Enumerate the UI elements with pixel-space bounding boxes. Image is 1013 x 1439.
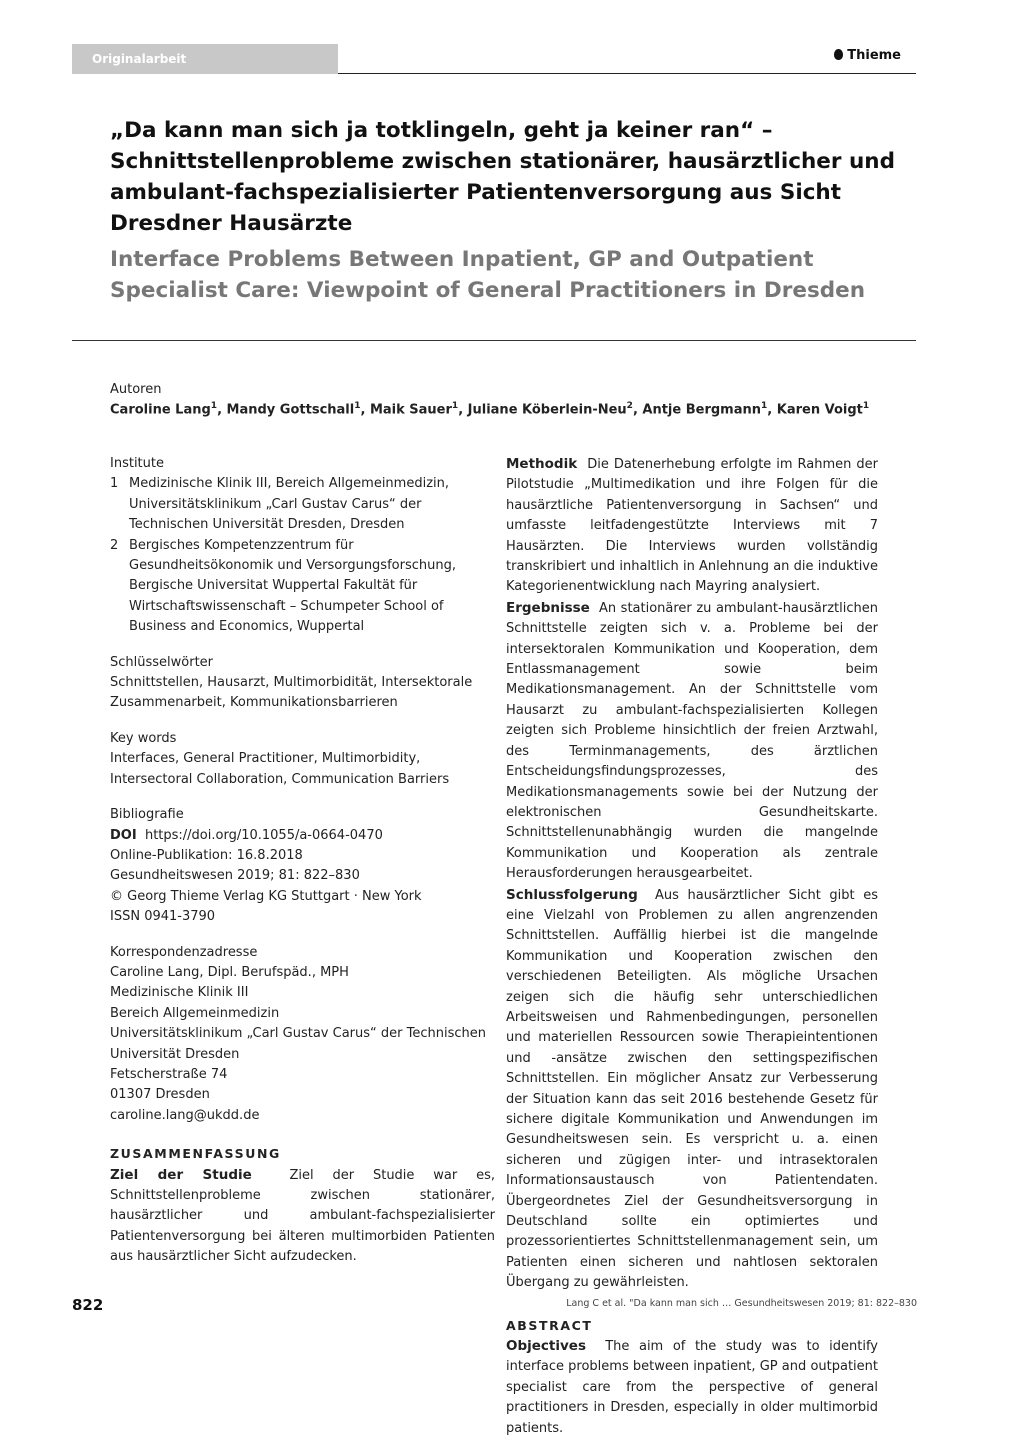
keywords-en-block	[110, 729, 495, 790]
authors-label: Autoren	[110, 382, 162, 397]
methodik-paragraph	[506, 454, 878, 598]
ergebnisse-text: An stationärer zu ambulant-hausärztlichen Schnittstelle zeigten sich v. a. Probleme bei der intersektoralen Kommunikation und Kooperation, dem Entlassmanagement sowie beim Medikationsmanagement. An der Schnittstelle vom Hausarzt zu ambulant-fachspezialisierten Kollegen zeigten sich Probleme hinsichtlich der freien Arztwahl, des Terminmanagements, des ärztlichen Entscheidungsfindungsprozesses, des Medikationsmanagements sowie bei der Nutzung der elektronischen Gesundheitskarte. Schnittstellenunabhängig wurden die mangelnde Kommunikation und Kooperation als zentrale Herausforderungen herausgearbeitet.	[506, 600, 878, 882]
ziel-label: Ziel der Studie	[110, 1166, 252, 1183]
zusammenfassung-section	[110, 1144, 495, 1267]
publisher-name: Thieme	[847, 48, 901, 63]
author-name: Karen Voigt	[776, 402, 863, 418]
ziel-paragraph	[110, 1165, 495, 1268]
correspondence-label: Korrespondenzadresse	[110, 944, 258, 960]
institute-item	[110, 536, 495, 638]
institute-number: 1	[110, 476, 119, 492]
keywords-de-block	[110, 653, 495, 714]
publisher-logo	[834, 48, 901, 63]
correspondence-email[interactable]: caroline.lang@ukdd.de	[110, 1107, 260, 1123]
author-name: Caroline Lang	[110, 402, 211, 418]
institute-item	[110, 474, 495, 535]
ergebnisse-label: Ergebnisse	[506, 599, 590, 616]
correspondence-line: Universitätsklinikum „Carl Gustav Carus“ der Technischen Universität Dresden	[110, 1026, 486, 1062]
zusammenfassung-heading: ZUSAMMENFASSUNG	[110, 1146, 281, 1162]
author-name: Mandy Gottschall	[226, 402, 355, 418]
abstract-section	[506, 1316, 878, 1439]
correspondence-block	[110, 943, 495, 1127]
institutes-label: Institute	[110, 456, 164, 471]
correspondence-line: Bereich Allgemeinmedizin	[110, 1005, 280, 1021]
thieme-logo-icon	[834, 49, 843, 60]
left-column	[110, 454, 495, 1268]
doi-link[interactable]: https://doi.org/10.1055/a-0664-0470	[144, 827, 383, 843]
institute-text: Bergisches Kompetenzzentrum für Gesundheitsökonomik und Versorgungsforschung, Bergische Universitat Wuppertal Fakultät für Wirtschaftswissenschaft – Schumpeter School of Business and Economics, Wuppertal	[129, 537, 456, 635]
methodik-text: Die Datenerhebung erfolgte im Rahmen der Pilotstudie „Multimedikation und ihre Folgen für die hausärztliche Patientenversorgung in Sachsen“ und umfasste leitfadengestützte Interviews mit 7 Hausärzten. Die Interviews wurden vollständig transkribiert und inhaltlich in Anlehnung an die induktive Kategorienentwicklung nach Mayring analysiert.	[506, 457, 879, 595]
online-publication: Online-Publikation: 16.8.2018	[110, 847, 303, 863]
title-german: „Da kann man sich ja totklingeln, geht ja keiner ran“ – Schnittstellenprobleme zwischen stationärer, hausärztlicher und ambulant-fachspezialisierter Patientenversorgung aus Sicht Dresdner Hausärzte	[110, 118, 895, 236]
journal-reference: Gesundheitswesen 2019; 81: 822–830	[110, 868, 360, 884]
ziel-text: Ziel der Studie war es, Schnittstellenprobleme zwischen stationärer, hausärztlicher und ambulant-fachspezialisierter Patientenversorgung bei älteren multimorbiden Patienten aus hausärztlicher Sicht aufzudecken.	[110, 1167, 495, 1265]
correspondence-line: Caroline Lang, Dipl. Berufspäd., MPH	[110, 964, 349, 980]
issn-line: ISSN 0941-3790	[110, 909, 216, 925]
copyright-line: © Georg Thieme Verlag KG Stuttgart · New York	[110, 888, 422, 904]
institute-text: Medizinische Klinik III, Bereich Allgemeinmedizin, Universitätsklinikum „Carl Gustav Carus“ der Technischen Universität Dresden, Dresden	[129, 476, 449, 533]
title-separator	[72, 340, 916, 341]
abstract-heading: ABSTRACT	[506, 1317, 593, 1333]
author-name: Maik Sauer	[369, 402, 452, 418]
objectives-paragraph	[506, 1336, 878, 1439]
doi-line	[110, 826, 495, 846]
schluss-paragraph	[506, 885, 878, 1294]
page-number: 822	[72, 1296, 104, 1314]
affiliation-sup: 1	[761, 401, 768, 411]
keywords-en-label: Key words	[110, 730, 177, 746]
keywords-de-label: Schlüsselwörter	[110, 654, 214, 670]
title-english: Interface Problems Between Inpatient, GP and Outpatient Specialist Care: Viewpoint of General Practitioners in Dresden	[110, 247, 866, 303]
authors-list: Caroline Lang$^1$, Mandy Gottschall$^1$, Maik Sauer$^1$, Juliane Köberlein-Neu$^2$, Antje Bergmann$^1$, Karen Voigt$^1$	[110, 401, 870, 418]
objectives-label: Objectives	[506, 1338, 586, 1355]
schluss-label: Schlussfolgerung	[506, 886, 638, 903]
keywords-de-text: Schnittstellen, Hausarzt, Multimorbidität, Intersektorale Zusammenarbeit, Kommunikationsbarrieren	[110, 675, 473, 711]
bibliography-label: Bibliografie	[110, 807, 184, 823]
ergebnisse-paragraph	[506, 598, 878, 885]
keywords-en-text: Interfaces, General Practitioner, Multimorbidity, Intersectoral Collaboration, Communication Barriers	[110, 751, 450, 787]
affiliation-sup: 1	[210, 401, 218, 411]
author-name: Antje Bergmann	[642, 402, 762, 418]
correspondence-line: Fetscherstraße 74	[110, 1066, 228, 1082]
header-rule	[338, 73, 916, 74]
institutes-block	[110, 454, 495, 638]
affiliation-sup: 1	[354, 401, 361, 411]
footer-citation: Lang C et al. "Da kann man sich … Gesundheitswesen 2019; 81: 822–830	[566, 1298, 917, 1309]
doi-label: DOI	[110, 827, 137, 843]
affiliation-sup: 2	[626, 401, 633, 411]
schluss-text: Aus hausärztlicher Sicht gibt es eine Vielzahl von Problemen zu allen angrenzenden Schnittstellen. Auffällig hierbei ist die mangelnde Kommunikation und Kooperation zwischen den verschiedenen Beteiligten. Als mögliche Ursachen zeigen sich die häufig sehr unterschiedlichen Arbeitsweisen und Rahmenbedingungen, personellen und materiellen Ressourcen sowie Therapieintentionen und -ansätze zwischen den settingspezifischen Schnittstellen. Ein möglicher Ansatz zur Verbesserung der Situation kann das seit 2016 bestehende Gesetz für sichere digitale Kommunikation und Anwendungen im Gesundheitswesen sein. Es verspricht u. a. einen sicheren und zügigen inter- und intrasektoralen Informationsaustausch von Patientendaten. Übergeordnetes Ziel der Gesundheitsversorgung in Deutschland sollte ein optimiertes und prozessorientiertes Schnittstellenmanagement sein, um Patienten einen sicheren und nahtlosen sektoralen Übergang zu gewährleisten.	[506, 887, 878, 1291]
objectives-text: The aim of the study was to identify interface problems between inpatient, GP and outpatient specialist care from the perspective of general practitioners in Dresden, especially in older multimorbid patients.	[506, 1339, 878, 1436]
bibliography-block	[110, 805, 495, 927]
institute-number: 2	[110, 537, 119, 553]
author-name: Juliane Köberlein-Neu	[467, 402, 627, 418]
affiliation-sup: 1	[862, 401, 870, 411]
affiliation-sup: 1	[451, 401, 459, 411]
right-column	[506, 454, 878, 1439]
article-type-tag: Originalarbeit	[72, 44, 338, 74]
correspondence-line: 01307 Dresden	[110, 1087, 210, 1103]
methodik-label: Methodik	[506, 456, 578, 472]
correspondence-line: Medizinische Klinik III	[110, 985, 249, 1001]
